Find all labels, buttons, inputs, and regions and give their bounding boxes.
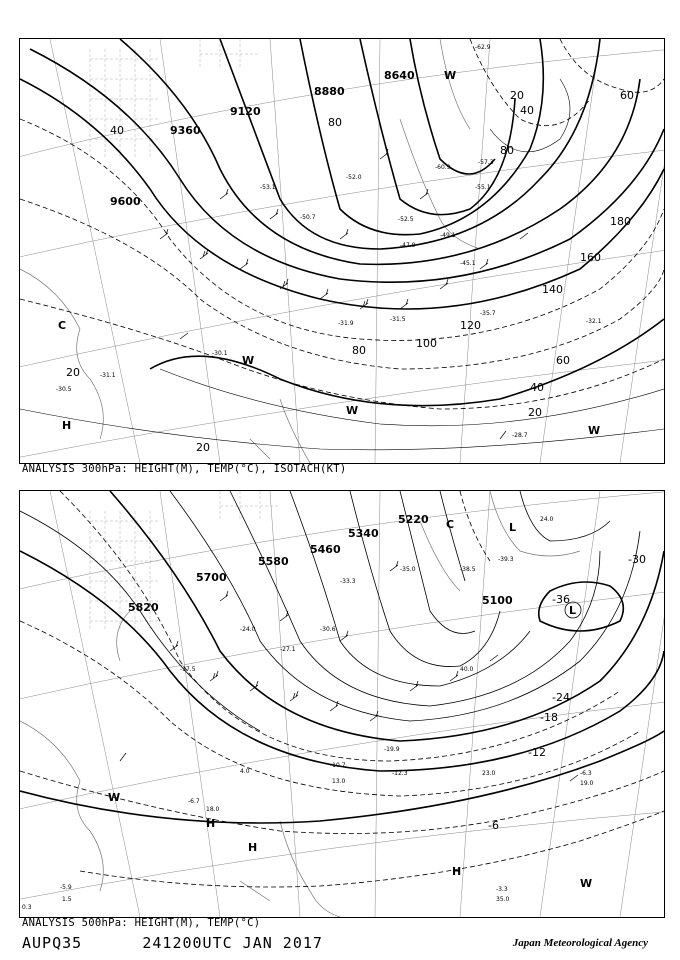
isotach-label: 20 (196, 441, 210, 454)
station-value: -19.9 (384, 746, 400, 753)
station-value: 40.0 (460, 666, 474, 673)
temp-label: -12 (528, 746, 546, 759)
station-value: 35.0 (496, 896, 510, 903)
cold-marker: C (58, 319, 67, 332)
station-value: -31.5 (390, 316, 406, 323)
isotach-label: 20 (528, 406, 542, 419)
station-value: -24.0 (240, 626, 256, 633)
station-value: -57.3 (478, 159, 494, 166)
isotach-label: 80 (328, 116, 342, 129)
station-value: -52.0 (346, 174, 362, 181)
height-label: 9360 (170, 124, 201, 137)
station-value: -17.5 (180, 666, 196, 673)
low-pressure-marker: L (569, 604, 577, 617)
height-label: 5340 (348, 527, 379, 540)
station-value: -35.0 (400, 566, 416, 573)
map-500hpa-canvas (20, 491, 664, 917)
station-value: -3.3 (496, 886, 508, 893)
station-value: -60.9 (435, 164, 451, 171)
terrain-hatch (90, 39, 260, 159)
station-value: -49.1 (440, 232, 456, 239)
isotach-label: 80 (500, 144, 514, 157)
station-value: -31.9 (338, 320, 354, 327)
isotach-label: 60 (556, 354, 570, 367)
high-pressure-marker: H (62, 419, 72, 432)
temp-label: -18 (540, 711, 558, 724)
height-label: 5820 (128, 601, 159, 614)
station-value: 13.0 (332, 778, 346, 785)
station-value: 1.5 (62, 896, 72, 903)
station-value: -30.5 (56, 386, 72, 393)
map-panel-500hpa (19, 490, 665, 918)
station-value: -39.3 (498, 556, 514, 563)
isotach-label: 120 (460, 319, 481, 332)
station-value: -35.7 (480, 310, 496, 317)
isotach-label: 20 (66, 366, 80, 379)
station-value: -50.7 (300, 214, 316, 221)
station-value: -10.7 (330, 762, 346, 769)
station-value: -52.5 (398, 216, 414, 223)
height-label: 8640 (384, 69, 415, 82)
station-value: 18.0 (206, 806, 220, 813)
station-value: -5.9 (60, 884, 72, 891)
station-value: -45.1 (460, 260, 476, 267)
height-label: 8880 (314, 85, 345, 98)
temp-label: -24 (552, 691, 570, 704)
isotach-label: 20 (510, 89, 524, 102)
isotach-label: 80 (352, 344, 366, 357)
warm-marker: W (580, 877, 593, 890)
station-value: -6.7 (188, 798, 200, 805)
height-label: 9120 (230, 105, 261, 118)
height-label: 5700 (196, 571, 227, 584)
station-value: -30.6 (320, 626, 336, 633)
station-value: -31.1 (100, 372, 116, 379)
graticule (20, 491, 664, 917)
height-label: 5580 (258, 555, 289, 568)
station-value: -47.9 (400, 242, 416, 249)
agency-name: Japan Meteorological Agency (512, 937, 648, 949)
isotach-label: 180 (610, 215, 631, 228)
high-pressure-marker: H (452, 865, 462, 878)
height-label: 5100 (482, 594, 513, 607)
coastline (20, 491, 580, 917)
map-300hpa-canvas (20, 39, 664, 463)
temp-label: -30 (628, 553, 646, 566)
station-value: 23.0 (482, 770, 496, 777)
station-value: -12.3 (392, 770, 408, 777)
caption-300hpa: ANALYSIS 300hPa: HEIGHT(M), TEMP(°C), ISOTACH(KT) (22, 463, 347, 475)
warm-marker: W (444, 69, 457, 82)
station-value: -38.5 (460, 566, 476, 573)
isotach-label: 40 (110, 124, 124, 137)
temp-label: -36 (552, 593, 570, 606)
isotach-label: 100 (416, 337, 437, 350)
height-label: 5460 (310, 543, 341, 556)
isotach-label: 140 (542, 283, 563, 296)
station-value: 0.3 (22, 904, 32, 911)
isotach-label: 160 (580, 251, 601, 264)
station-value: -55.1 (475, 184, 491, 191)
height-label: 9600 (110, 195, 141, 208)
high-pressure-marker: H (248, 841, 258, 854)
station-value: 4.0 (240, 768, 250, 775)
cold-marker: C (446, 518, 455, 531)
warm-marker: W (588, 424, 601, 437)
map-panel-300hpa (19, 38, 665, 464)
low-pressure-marker: L (509, 521, 517, 534)
chart-id: AUPQ35 (22, 934, 83, 952)
chart-code (22, 934, 323, 952)
height-contours (20, 491, 664, 823)
station-value: 24.0 (540, 516, 554, 523)
station-value: -6.3 (580, 770, 592, 777)
isotach-label: 40 (530, 381, 544, 394)
graticule (20, 39, 664, 463)
isotach-label: 40 (520, 104, 534, 117)
coastline (20, 39, 480, 463)
station-value: -30.1 (212, 350, 228, 357)
high-pressure-marker: H (206, 817, 216, 830)
chart-datetime: 241200UTC JAN 2017 (142, 934, 323, 952)
caption-500hpa: ANALYSIS 500hPa: HEIGHT(M), TEMP(°C) (22, 917, 261, 929)
warm-marker: W (108, 791, 121, 804)
station-value: -62.9 (475, 44, 491, 51)
station-value: -28.7 (512, 432, 528, 439)
isotach-label: 60 (620, 89, 634, 102)
station-value: 19.0 (580, 780, 594, 787)
station-value: -32.1 (586, 318, 602, 325)
temp-label: -6 (488, 819, 499, 832)
isotherm-contours (20, 491, 664, 887)
station-value: -33.3 (340, 578, 356, 585)
station-value: -53.1 (260, 184, 276, 191)
height-label: 5220 (398, 513, 429, 526)
warm-marker: W (242, 354, 255, 367)
warm-marker: W (346, 404, 359, 417)
station-value: -27.1 (280, 646, 296, 653)
